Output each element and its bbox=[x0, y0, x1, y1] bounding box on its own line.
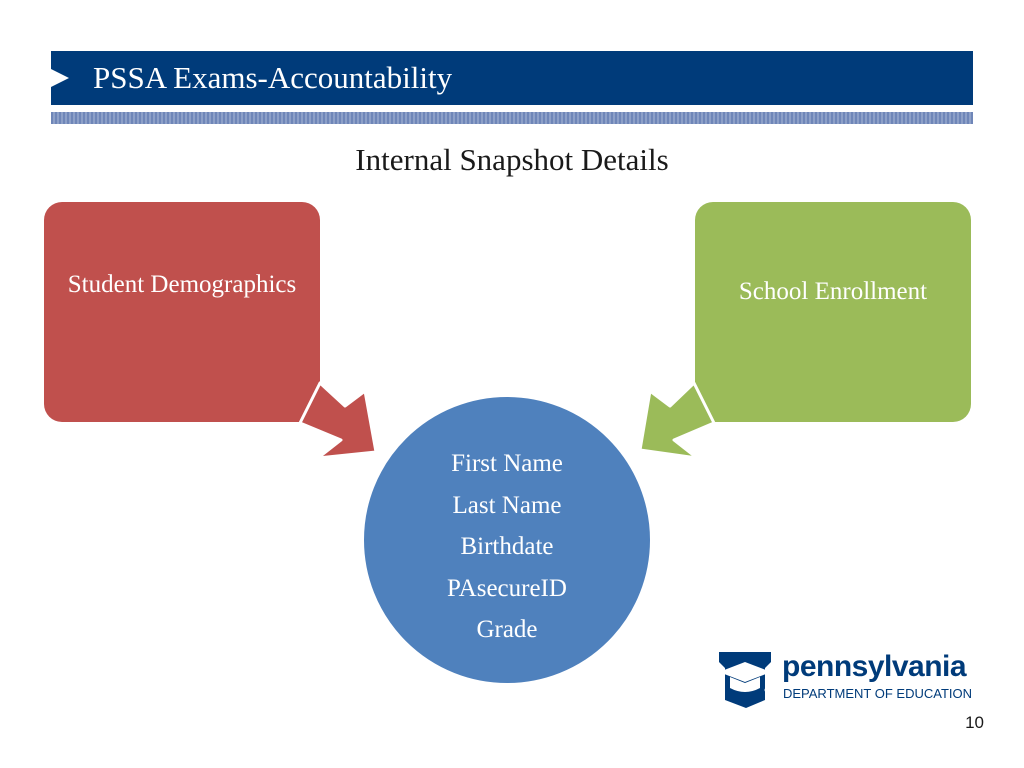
student-demographics-label: Student Demographics bbox=[67, 271, 297, 298]
diagram-subtitle: Internal Snapshot Details bbox=[355, 142, 669, 177]
student-details-circle bbox=[361, 394, 653, 686]
page-number: 10 bbox=[965, 713, 984, 732]
detail-grade: Grade bbox=[476, 616, 538, 644]
school-enrollment-label: School Enrollment bbox=[738, 278, 928, 305]
detail-birthdate: Birthdate bbox=[460, 533, 554, 561]
detail-first-name: First Name bbox=[451, 450, 563, 477]
slide-title: PSSA Exams-Accountability bbox=[93, 60, 453, 95]
pde-logo bbox=[715, 648, 970, 710]
detail-last-name: Last Name bbox=[452, 491, 562, 519]
student-details-list bbox=[364, 443, 650, 651]
logo-department: DEPARTMENT OF EDUCATION bbox=[783, 686, 972, 701]
keystone-graduation-cap-icon bbox=[715, 648, 777, 710]
detail-pasecureid: PAsecureID bbox=[447, 574, 567, 602]
logo-wordmark: pennsylvania bbox=[782, 650, 967, 683]
right-arrow bbox=[640, 383, 714, 458]
